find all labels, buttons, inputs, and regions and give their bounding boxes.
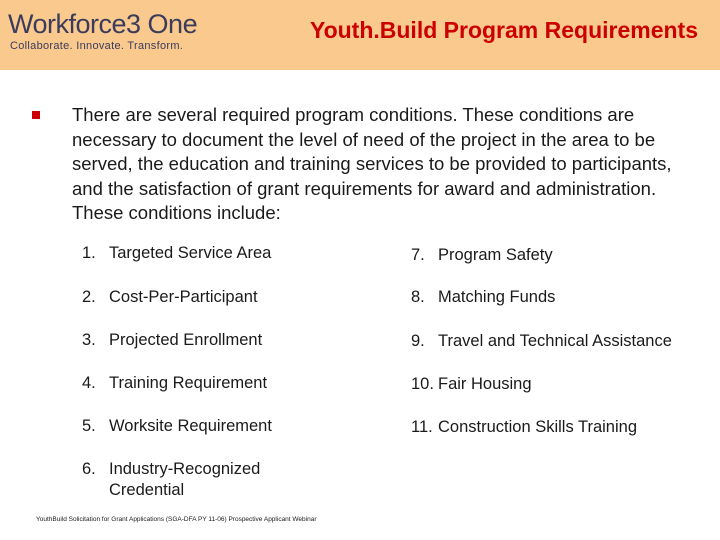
list-item-number: 10.	[411, 375, 434, 393]
list-item	[82, 459, 329, 501]
list-item-label: Cost-Per-Participant	[109, 288, 258, 306]
list-item	[411, 417, 637, 438]
list-item	[82, 287, 258, 308]
list-item-label: Targeted Service Area	[109, 244, 272, 262]
list-item-number: 9.	[411, 332, 425, 350]
list-item-number: 11.	[411, 418, 433, 436]
list-item-label: Worksite Requirement	[109, 417, 272, 435]
list-item-number: 4.	[82, 374, 96, 392]
list-item	[82, 373, 267, 394]
list-item-label: Training Requirement	[109, 374, 268, 392]
list-item-number: 7.	[411, 246, 425, 264]
workforce-one-logo	[8, 8, 208, 58]
list-item-label: Travel and Technical Assistance	[438, 332, 672, 350]
list-item-number: 5.	[82, 417, 96, 435]
header-bar	[0, 0, 720, 70]
list-item-label: Matching Funds	[438, 288, 556, 306]
list-item-label: Program Safety	[438, 246, 553, 264]
list-item	[82, 416, 272, 437]
list-item	[411, 245, 553, 266]
list-item-number: 2.	[82, 288, 96, 306]
list-item-number: 8.	[411, 288, 425, 306]
list-item-label: Fair Housing	[438, 375, 532, 393]
list-item	[82, 330, 262, 351]
list-item	[411, 287, 555, 308]
slide-title: Youth.Build Program Requirements	[309, 17, 698, 43]
list-item	[411, 331, 672, 352]
logo-tagline: Collaborate. Innovate. Transform.	[10, 40, 184, 52]
list-item-label: Industry-Recognized Credential	[109, 460, 261, 499]
list-item	[82, 243, 271, 264]
bullet-square-icon	[32, 111, 40, 119]
footer-caption: YouthBuild Solicitation for Grant Applications (SGA-DFA PY 11-06) Prospective Applicant Webinar	[36, 516, 317, 523]
list-item-number: 3.	[82, 331, 96, 349]
intro-text: There are several required program conditions. These conditions are necessary to document the level of need of the project in the area to be served, the education and training services to be provided to participants, and the satisfaction of grant requirements for award and administration. These conditions include:	[72, 104, 672, 223]
list-item	[411, 374, 532, 395]
list-item-number: 1.	[82, 244, 96, 262]
list-item-label: Projected Enrollment	[109, 331, 263, 349]
list-item-label: Construction Skills Training	[438, 418, 637, 436]
logo-wordmark: Workforce3 One	[8, 9, 198, 39]
list-item-number: 6.	[82, 460, 96, 478]
